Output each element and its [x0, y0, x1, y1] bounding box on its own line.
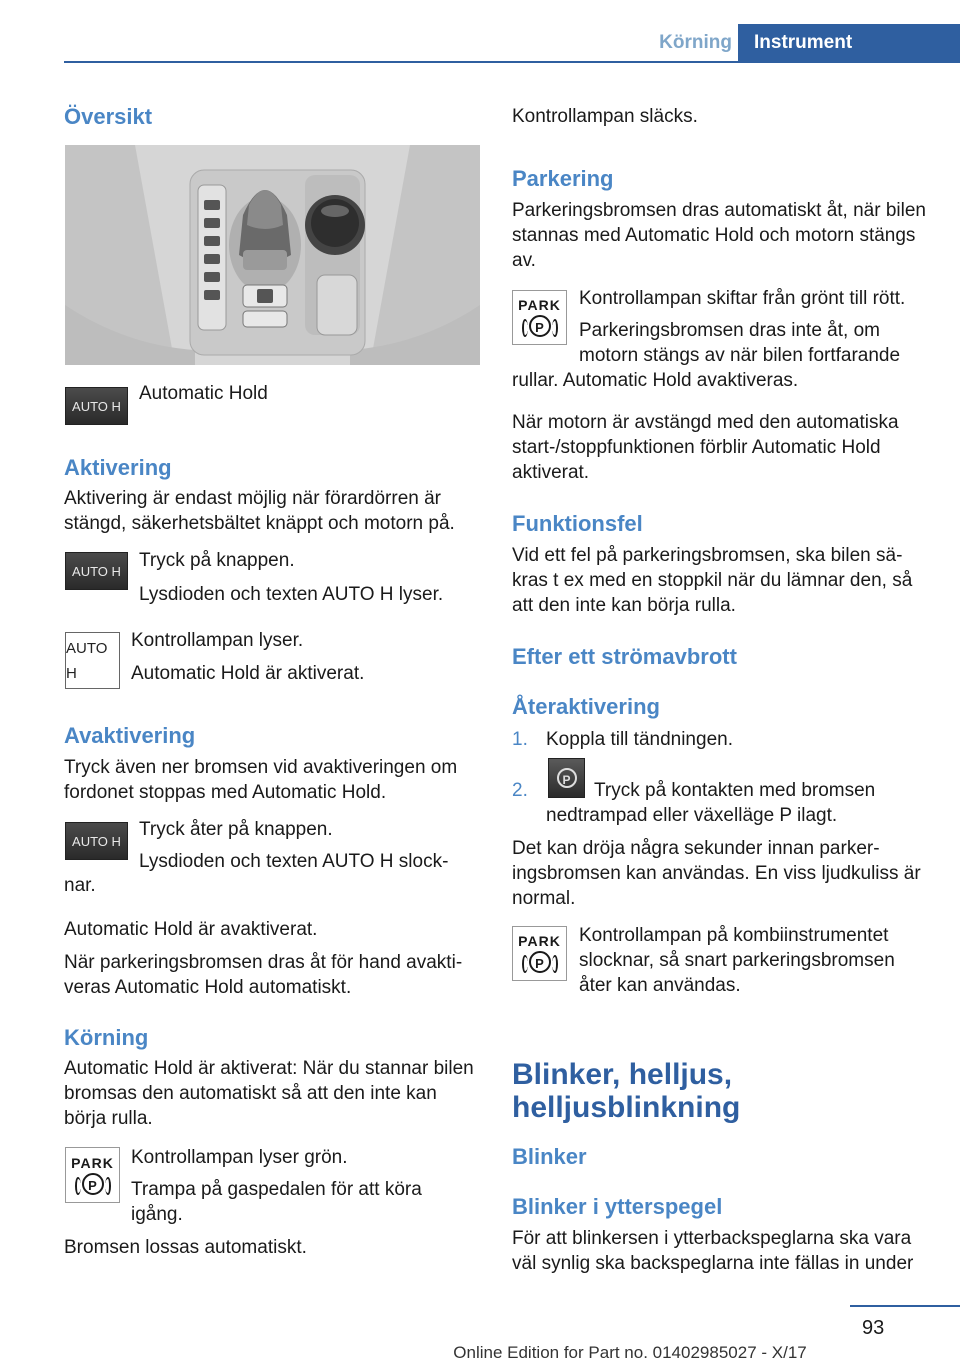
ateraktivering-text: Det kan dröja några sekunder innan parkeringsbromsen kan användas. En viss ljudkuliss är normal.: [512, 838, 921, 909]
footer-edition: Online Edition for Part no. 01402985027 - X/17: [453, 1343, 807, 1362]
funktionsfel-text: Vid ett fel på parkeringsbromsen, ska bilen säkras t ex med en stoppkil när du lämnar den, så att den inte kan börja rulla.: [512, 545, 913, 616]
heading-funktionsfel: Funktionsfel: [512, 511, 643, 536]
aktivering-text: Aktivering är endast möjlig när förardörren är stängd, säkerhetsbältet knäppt och motorn på.: [64, 488, 455, 534]
park-indicator-icon: PARK P: [65, 1147, 120, 1203]
park-indicator-icon: PARK P: [512, 290, 567, 345]
auto-h-button-icon: AUTO H: [65, 387, 128, 425]
heading-aktivering: Aktivering: [64, 455, 172, 480]
korning-lamp-2: Trampa på gaspedalen för att köra igång.: [131, 1179, 422, 1225]
parkering-text: Parkeringsbromsen dras automatiskt åt, när bilen stannas med Automatic Hold och motorn stängs av.: [512, 200, 926, 271]
parkering-lamp-2-cont: rullar. Automatic Hold avaktiveras.: [512, 370, 799, 391]
header-divider: [64, 61, 960, 63]
aktivering-lamp-2: Automatic Hold är aktiverat.: [131, 663, 365, 684]
heading-blinker-ytterspegel: Blinker i ytterspegel: [512, 1194, 723, 1219]
auto-h-button-icon: AUTO H: [65, 552, 128, 590]
heading-ateraktivering: Återaktivering: [512, 694, 660, 719]
heading-blinker: Blinker: [512, 1144, 587, 1169]
aktivering-step-2: Lysdioden och texten AUTO H lyser.: [139, 584, 444, 605]
blinker-text: För att blinkersen i ytterbackspeglarna ska vara väl synlig ska backspeglarna inte fällas in under: [512, 1228, 914, 1274]
image-caption: Automatic Hold: [139, 383, 268, 404]
auto-h-button-icon: AUTO H: [65, 822, 128, 860]
park-indicator-icon: PARK P: [512, 926, 567, 981]
aktivering-lamp-1: Kontrollampan lyser.: [131, 630, 304, 651]
heading-strom: Efter ett strömavbrott: [512, 644, 737, 669]
center-console-illustration: [65, 145, 480, 365]
footer-divider: [850, 1305, 960, 1307]
list-number-2: 2.: [512, 780, 528, 801]
avaktivering-step-1: Tryck åter på knappen.: [139, 819, 333, 840]
chapter-title-blinker: Blinker, helljus, helljusblinkning: [512, 1058, 741, 1124]
heading-avaktivering: Avaktivering: [64, 723, 196, 748]
section-title-oversikt: Översikt: [64, 104, 153, 129]
parkering-lamp-2: Parkeringsbromsen dras inte åt, om motorn stängs av när bilen fortfarande: [579, 320, 901, 366]
list-item-2-cont: nedtrampad eller växelläge P ilagt.: [546, 805, 838, 826]
page-number: 93: [862, 1317, 885, 1339]
header-tab-korning[interactable]: Körning: [659, 32, 732, 53]
avaktivering-text: Tryck även ner bromsen vid avaktiveringen om fordonet stoppas med Automatic Hold.: [64, 757, 458, 803]
avaktivering-step-2-cont: nar.: [64, 875, 96, 896]
parkering-after: När motorn är avstängd med den automatiska start-/stoppfunktionen förblir Automatic Hold aktiverat.: [512, 412, 899, 483]
avaktivering-after-2: När parkeringsbromsen dras åt för hand avaktiveras Automatic Hold automatiskt.: [64, 952, 463, 998]
avaktivering-after-1: Automatic Hold är avaktiverat.: [64, 919, 318, 940]
aktivering-step-1: Tryck på knappen.: [139, 550, 295, 571]
list-item-1: Koppla till tändningen.: [546, 729, 733, 750]
right-top-text: Kontrollampan släcks.: [512, 106, 698, 127]
list-number-1: 1.: [512, 729, 528, 750]
auto-h-indicator-icon: AUTO H: [65, 632, 120, 689]
parkering-lamp-1: Kontrollampan skiftar från grönt till rött.: [579, 288, 906, 309]
ateraktivering-lamp: Kontrollampan på kombiinstrumentet slocknar, så snart parkeringsbromsen åter kan användas.: [579, 925, 895, 996]
korning-lamp-1: Kontrollampan lyser grön.: [131, 1147, 348, 1168]
heading-parkering: Parkering: [512, 166, 614, 191]
header-tab-instrument[interactable]: Instrument: [738, 24, 960, 62]
heading-korning: Körning: [64, 1025, 149, 1050]
list-item-2: Tryck på kontakten med bromsen: [594, 780, 876, 801]
korning-text: Automatic Hold är aktiverat: När du stannar bilen bromsas den automatiskt så att den inte kan börja rulla.: [64, 1058, 474, 1129]
avaktivering-step-2: Lysdioden och texten AUTO H slock-: [139, 851, 449, 872]
korning-after: Bromsen lossas automatiskt.: [64, 1237, 307, 1258]
parking-brake-button-icon: P: [548, 758, 585, 798]
